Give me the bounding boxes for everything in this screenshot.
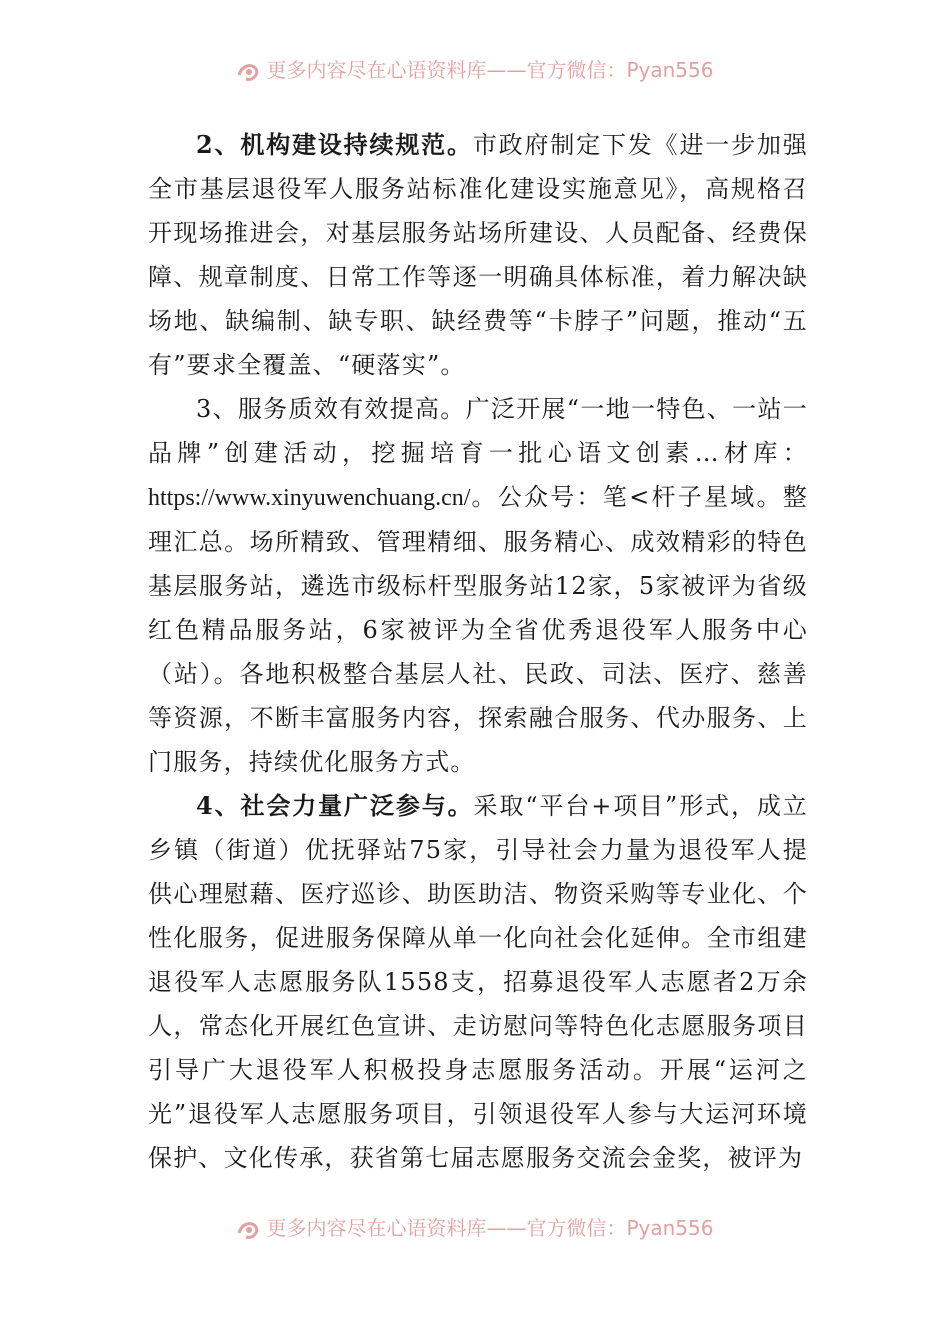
logo-icon (236, 1219, 262, 1241)
watermark-banner-top (0, 55, 950, 85)
document-body (148, 123, 808, 1180)
watermark-text: 更多内容尽在心语资料库——官方微信：Pyan556 (266, 1216, 714, 1240)
logo-icon (236, 61, 262, 83)
paragraph-heading: 4、社会力量广泛参与。 (196, 791, 474, 820)
watermark-text: 更多内容尽在心语资料库——官方微信：Pyan556 (266, 58, 714, 82)
paragraph-heading: 2、机构建设持续规范。 (196, 130, 473, 159)
paragraph-text: 3、服务质效有效提高。广泛开展“一地一特色、一站一品牌”创建活动，挖掘培育一批心语文创素…材库： (148, 395, 808, 467)
paragraph-text: 采取“平台+项目”形式，成立乡镇（街道）优抚驿站75家，引导社会力量为退役军人提供心理慰藉、医疗巡诊、助医助洁、物资采购等专业化、个性化服务，促进服务保障从单一化向社会化延伸。全市组建退役军人志愿服务队1558支，招募退役军人志愿者2万余人，常态化开展红色宣讲、走访慰问等特色化志愿服务项目引导广大退役军人积极投身志愿服务活动。开展“运河之光”退役军人志愿服务项目，引领退役军人参与大运河环境保护、文化传承，获省第七届志愿服务交流会金奖，被评为 (148, 792, 808, 1172)
website-link[interactable]: https://www.xinyuwenchuang.cn/ (148, 485, 471, 511)
watermark-banner-bottom (0, 1213, 950, 1243)
paragraph-4 (148, 784, 808, 1180)
paragraph-3 (148, 387, 808, 784)
paragraph-text: 。公众号：笔<杆子星域。整理汇总。场所精致、管理精细、服务精心、成效精彩的特色基层服务站，遴选市级标杆型服务站12家，5家被评为省级红色精品服务站，6家被评为全省优秀退役军人服务中心（站）。各地积极整合基层人社、民政、司法、医疗、慈善等资源，不断丰富服务内容，探索融合服务、代办服务、上门服务，持续优化服务方式。 (148, 483, 808, 776)
paragraph-2 (148, 123, 808, 387)
paragraph-text: 市政府制定下发《进一步加强全市基层退役军人服务站标准化建设实施意见》，高规格召开现场推进会，对基层服务站场所建设、人员配备、经费保障、规章制度、日常工作等逐一明确具体标准，着力解决缺场地、缺编制、缺专职、缺经费等“卡脖子”问题，推动“五有”要求全覆盖、“硬落实”。 (148, 131, 808, 379)
